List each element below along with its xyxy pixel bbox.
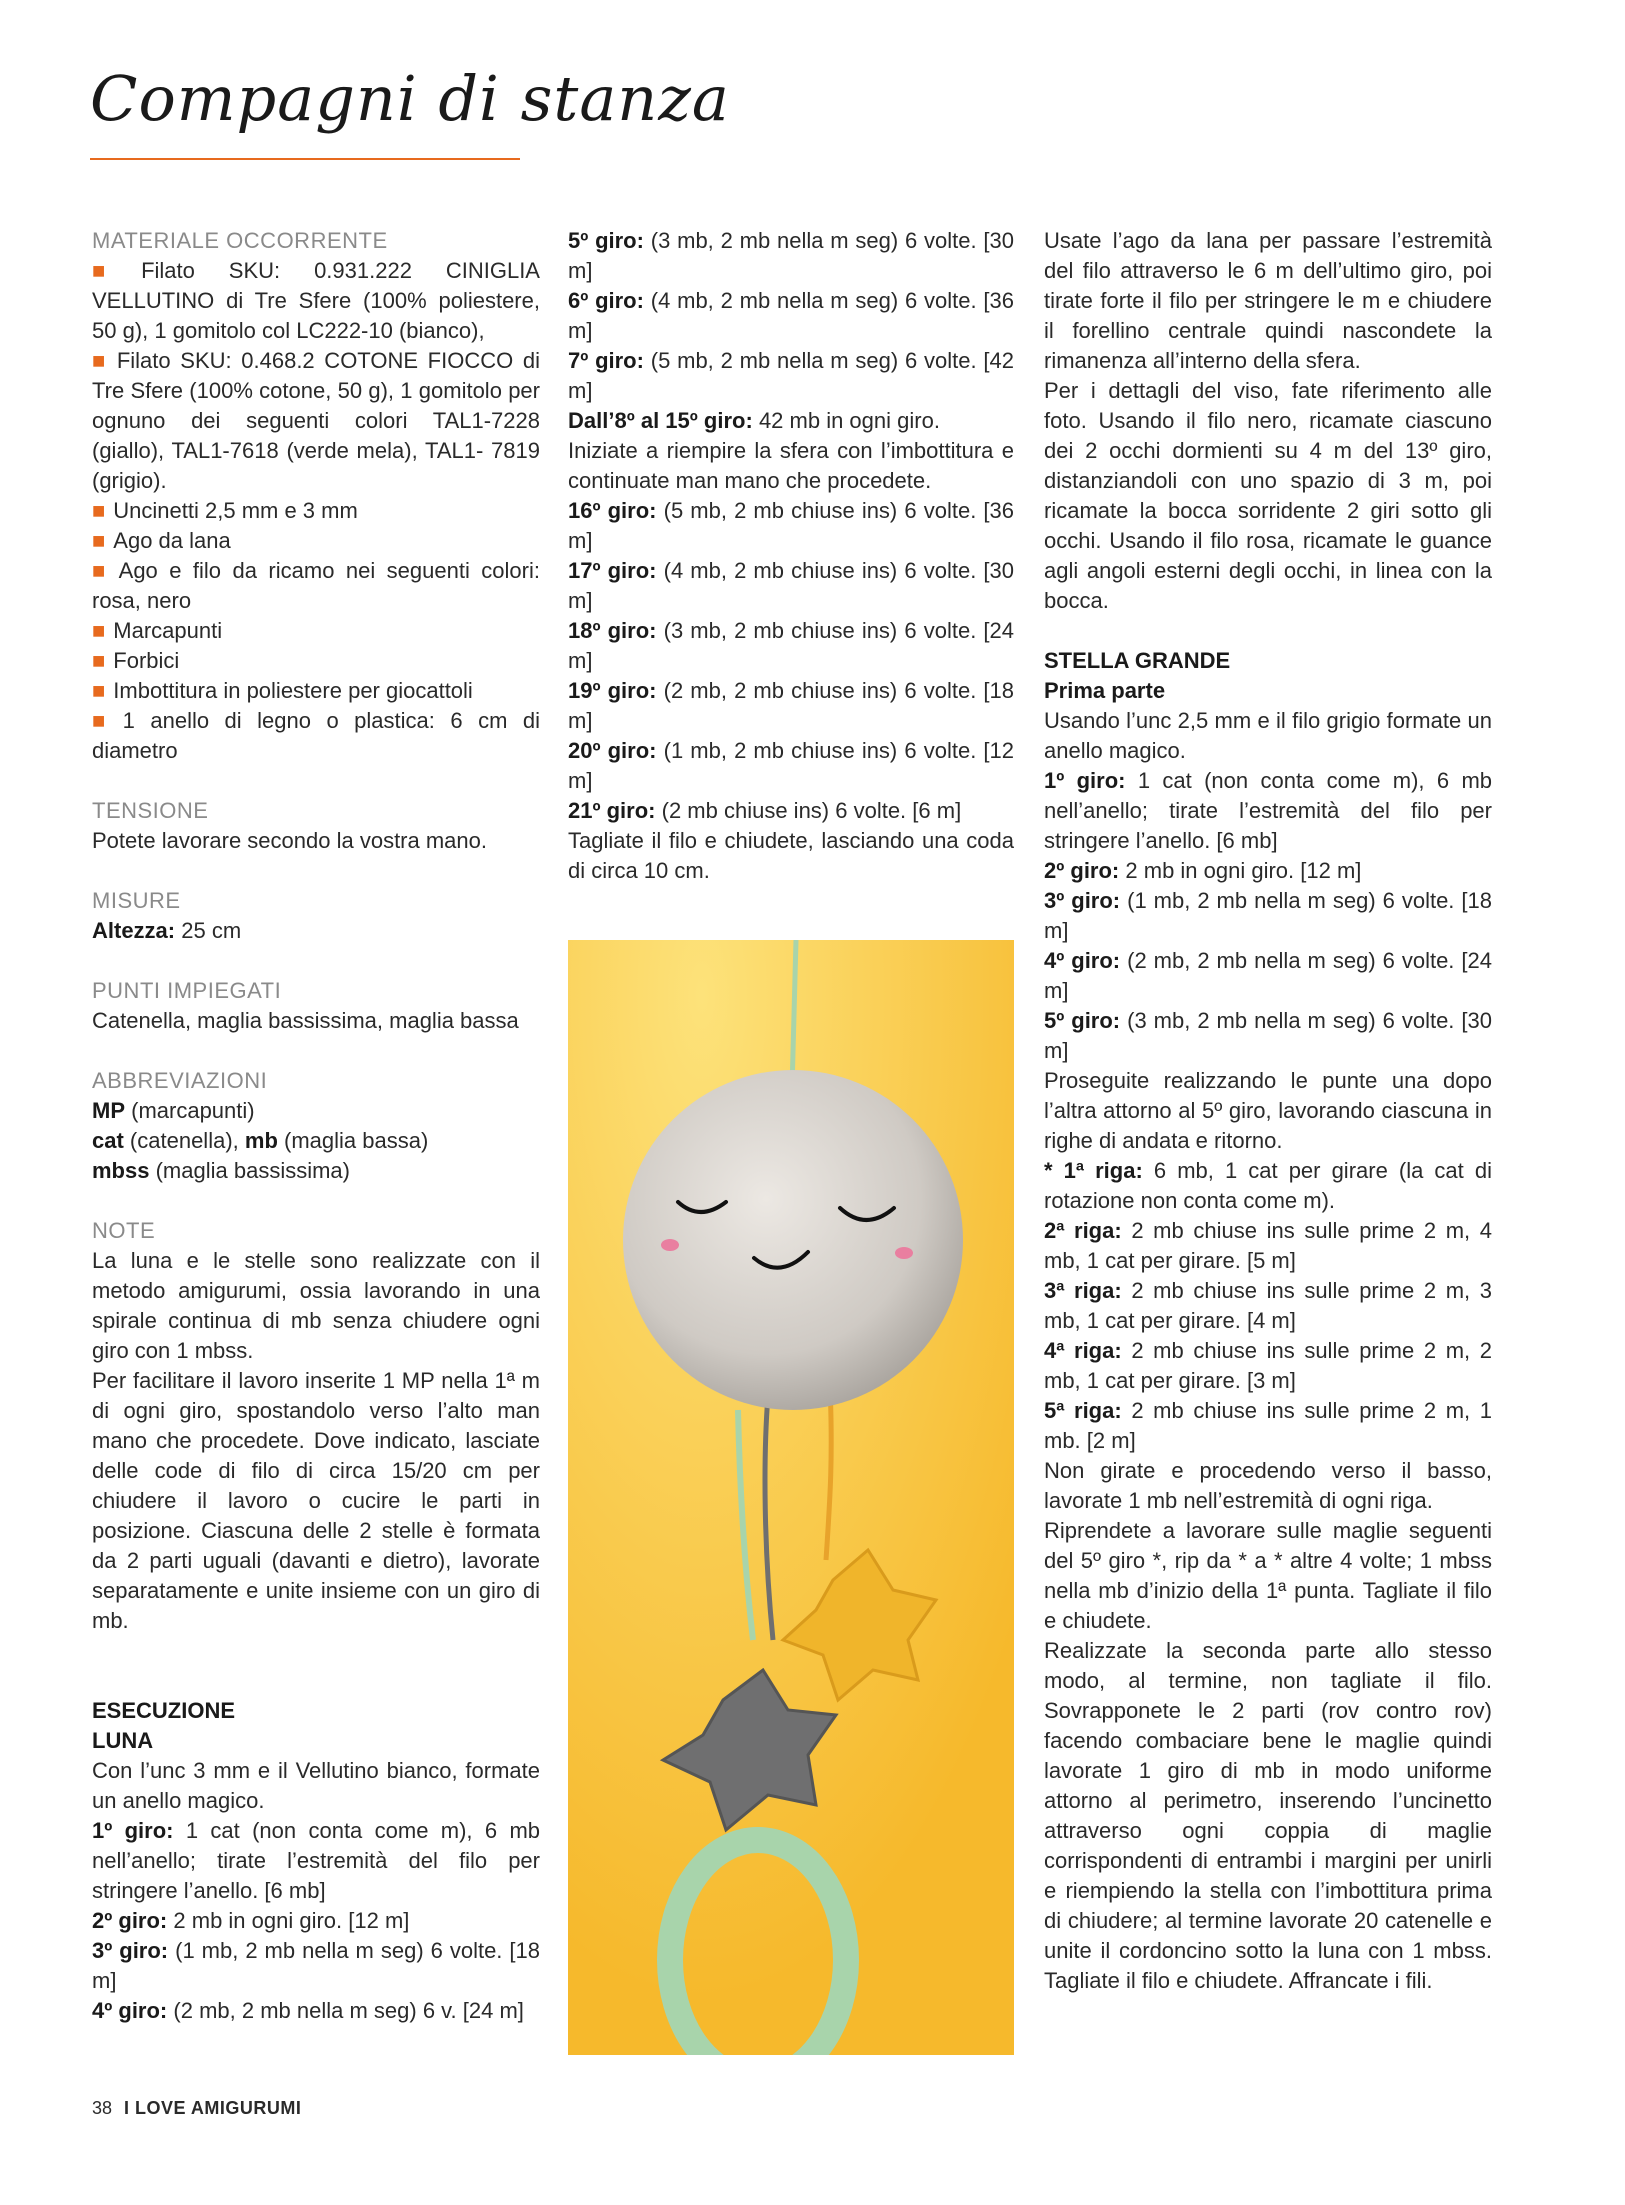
column-3 — [1044, 226, 1492, 1996]
list-item: ■ Marcapunti — [92, 618, 223, 643]
round-instruction: 17º giro: (4 mb, 2 mb chiuse ins) 6 volte. [30 m] — [568, 558, 1014, 613]
note-paragraph: La luna e le stelle sono realizzate con il metodo amigurumi, ossia lavorando in una spirale continua di mb senza chiudere ogni giro con 1 mbss. — [92, 1248, 540, 1363]
list-item: ■ Imbottitura in poliestere per giocattoli — [92, 678, 473, 703]
round-instruction: 2º giro: 2 mb in ogni giro. [12 m] — [92, 1908, 410, 1933]
instruction-text: Riprendete a lavorare sulle maglie seguenti del 5º giro *, rip da * a * altre 4 volte; 1 mbss nella mb d’inizio della 1ª punta. Tagliate il filo e chiudete. — [1044, 1518, 1492, 1633]
round-instruction: 21º giro: (2 mb chiuse ins) 6 volte. [6 m] — [568, 798, 962, 823]
punti-heading: PUNTI IMPIEGATI — [92, 978, 282, 1003]
instruction-text: Realizzate la seconda parte allo stesso modo, al termine, non tagliate il filo. Sovrapponete le 2 parti (rov contro rov) facendo combaciare bene le maglie quindi lavorate 1 giro di mb in modo uniforme attorno al perimetro, inserendo l’uncinetto attraverso ogni coppia di maglie corrispondenti di entrambi i margini per unirli e riempiendo la stella con l’imbottitura prima di chiudere; al termine lavorate 20 catenelle e unite il cordoncino sotto la luna con 1 mbss. Tagliate il filo e chiudete. Affrancate i fili. — [1044, 1638, 1492, 1993]
bullet-square-icon: ■ — [92, 708, 115, 733]
round-instruction: 5º giro: (3 mb, 2 mb nella m seg) 6 volte. [30 m] — [1044, 1008, 1492, 1063]
tensione-text: Potete lavorare secondo la vostra mano. — [92, 828, 488, 853]
list-item: ■ Ago e filo da ricamo nei seguenti colori: rosa, nero — [92, 558, 540, 613]
instruction-text: Iniziate a riempire la sfera con l’imbottitura e continuate man mano che procedete. — [568, 438, 1014, 493]
round-instruction: 7º giro: (5 mb, 2 mb nella m seg) 6 volte. [42 m] — [568, 348, 1014, 403]
bullet-square-icon: ■ — [92, 678, 106, 703]
stella-grande-heading: STELLA GRANDE — [1044, 648, 1231, 673]
row-instruction: 2ª riga: 2 mb chiuse ins sulle prime 2 m, 4 mb, 1 cat per girare. [5 m] — [1044, 1218, 1492, 1273]
instruction-text: Proseguite realizzando le punte una dopo l’altra attorno al 5º giro, lavorando ciascuna in righe di andata e ritorno. — [1044, 1068, 1492, 1153]
row-instruction: 3ª riga: 2 mb chiuse ins sulle prime 2 m, 3 mb, 1 cat per girare. [4 m] — [1044, 1278, 1492, 1333]
bullet-square-icon: ■ — [92, 498, 106, 523]
round-instruction: Dall’8º al 15º giro: 42 mb in ogni giro. — [568, 408, 940, 433]
round-instruction: 3º giro: (1 mb, 2 mb nella m seg) 6 volte. [18 m] — [1044, 888, 1492, 943]
moon-cheek-left — [661, 1239, 679, 1251]
luna-heading: LUNA — [92, 1728, 154, 1753]
round-instruction: 6º giro: (4 mb, 2 mb nella m seg) 6 volte. [36 m] — [568, 288, 1014, 343]
misure-heading: MISURE — [92, 888, 181, 913]
tensione-heading: TENSIONE — [92, 798, 209, 823]
bullet-square-icon: ■ — [92, 558, 111, 583]
list-item: ■ Filato SKU: 0.468.2 COTONE FIOCCO di Tre Sfere (100% cotone, 50 g), 1 gomitolo per ognuno dei seguenti colori TAL1-7228 (giallo), TAL1-7618 (verde mela), TAL1- 7819 (grigio). — [92, 348, 540, 493]
row-instruction: 4ª riga: 2 mb chiuse ins sulle prime 2 m, 2 mb, 1 cat per girare. [3 m] — [1044, 1338, 1492, 1393]
round-instruction: 5º giro: (3 mb, 2 mb nella m seg) 6 volte. [30 m] — [568, 228, 1014, 283]
list-item: ■ Filato SKU: 0.931.222 CINIGLIA VELLUTINO di Tre Sfere (100% poliestere, 50 g), 1 gomitolo col LC222-10 (bianco), — [92, 258, 540, 343]
list-item: ■ 1 anello di legno o plastica: 6 cm di diametro — [92, 708, 540, 763]
note-heading: NOTE — [92, 1218, 156, 1243]
misure-text: Altezza: 25 cm — [92, 918, 242, 943]
abbreviation: MP (marcapunti) — [92, 1098, 255, 1123]
abbreviazioni-heading: ABBREVIAZIONI — [92, 1068, 268, 1093]
instruction-text: Non girate e procedendo verso il basso, lavorate 1 mb nell’estremità di ogni riga. — [1044, 1458, 1492, 1513]
bullet-square-icon: ■ — [92, 258, 134, 283]
instruction-text: Tagliate il filo e chiudete, lasciando una coda di circa 10 cm. — [568, 828, 1014, 883]
column-1 — [92, 226, 540, 2026]
prima-parte-heading: Prima parte — [1044, 678, 1166, 703]
bullet-square-icon: ■ — [92, 618, 106, 643]
amigurumi-photo — [568, 940, 1014, 2055]
round-instruction: 1º giro: 1 cat (non conta come m), 6 mb nell’anello; tirate l’estremità del filo per stringere l’anello. [6 mb] — [92, 1818, 541, 1903]
column-2 — [568, 226, 1014, 886]
list-item: ■ Ago da lana — [92, 528, 231, 553]
bullet-square-icon: ■ — [92, 648, 106, 673]
round-instruction: 3º giro: (1 mb, 2 mb nella m seg) 6 volte. [18 m] — [92, 1938, 540, 1993]
punti-text: Catenella, maglia bassissima, maglia bassa — [92, 1008, 519, 1033]
bullet-square-icon: ■ — [92, 528, 106, 553]
round-instruction: 4º giro: (2 mb, 2 mb nella m seg) 6 v. [24 m] — [92, 1998, 524, 2023]
round-instruction: 20º giro: (1 mb, 2 mb chiuse ins) 6 volte. [12 m] — [568, 738, 1014, 793]
moon-mobile-illustration — [568, 940, 1014, 2055]
page-title: Compagni di stanza — [90, 62, 730, 135]
title-underline — [90, 158, 520, 160]
round-instruction: 16º giro: (5 mb, 2 mb chiuse ins) 6 volte. [36 m] — [568, 498, 1014, 553]
round-instruction: 2º giro: 2 mb in ogni giro. [12 m] — [1044, 858, 1362, 883]
round-instruction: 1º giro: 1 cat (non conta come m), 6 mb nell’anello; tirate l’estremità del filo per stringere l’anello. [6 mb] — [1044, 768, 1493, 853]
note-paragraph: Per facilitare il lavoro inserite 1 MP nella 1ª m di ogni giro, spostandolo verso l’alto man mano che procedete. Dove indicato, lasciate delle code di filo di circa 15/20 cm per chiudere il lavoro o cucire le parti in posizione. Ciascuna delle 2 stelle è formata da 2 parti uguali (davanti e dietro), lavorate separatamente e unite insieme con un giro di mb. — [92, 1368, 540, 1633]
row-instruction: * 1ª riga: 6 mb, 1 cat per girare (la cat di rotazione non conta come m). — [1044, 1158, 1492, 1213]
list-item: ■ Forbici — [92, 648, 180, 673]
luna-intro: Con l’unc 3 mm e il Vellutino bianco, formate un anello magico. — [92, 1758, 540, 1813]
round-instruction: 19º giro: (2 mb, 2 mb chiuse ins) 6 volte. [18 m] — [568, 678, 1014, 733]
abbreviation: mbss (maglia bassissima) — [92, 1158, 350, 1183]
moon-cheek-right — [895, 1247, 913, 1259]
magazine-name: I LOVE AMIGURUMI — [124, 2098, 302, 2118]
page-number: 38 — [92, 2098, 113, 2118]
row-instruction: 5ª riga: 2 mb chiuse ins sulle prime 2 m, 1 mb. [2 m] — [1044, 1398, 1492, 1453]
round-instruction: 18º giro: (3 mb, 2 mb chiuse ins) 6 volte. [24 m] — [568, 618, 1014, 673]
abbreviation: cat (catenella), mb (maglia bassa) — [92, 1128, 429, 1153]
instruction-text: Usando l’unc 2,5 mm e il filo grigio formate un anello magico. — [1044, 708, 1492, 763]
list-item: ■ Uncinetti 2,5 mm e 3 mm — [92, 498, 358, 523]
round-instruction: 4º giro: (2 mb, 2 mb nella m seg) 6 volte. [24 m] — [1044, 948, 1492, 1003]
materiale-heading: MATERIALE OCCORRENTE — [92, 228, 388, 253]
instruction-text: Per i dettagli del viso, fate riferimento alle foto. Usando il filo nero, ricamate ciascuno dei 2 occhi dormienti su 4 m del 13º giro, distanziandoli con uno spazio di 3 m, poi ricamate la bocca sorridente 2 giri sotto gli occhi. Usando il filo rosa, ricamate le guance agli angoli esterni degli occhi, in linea con la bocca. — [1044, 378, 1492, 613]
instruction-text: Usate l’ago da lana per passare l’estremità del filo attraverso le 6 m dell’ultimo giro, poi tirate forte il filo per stringere le m e chiudere il forellino centrale quindi nascondete la rimanenza all’interno della sfera. — [1044, 228, 1492, 373]
bullet-square-icon: ■ — [92, 348, 109, 373]
page-footer — [92, 2098, 301, 2119]
esecuzione-heading: ESECUZIONE — [92, 1698, 236, 1723]
